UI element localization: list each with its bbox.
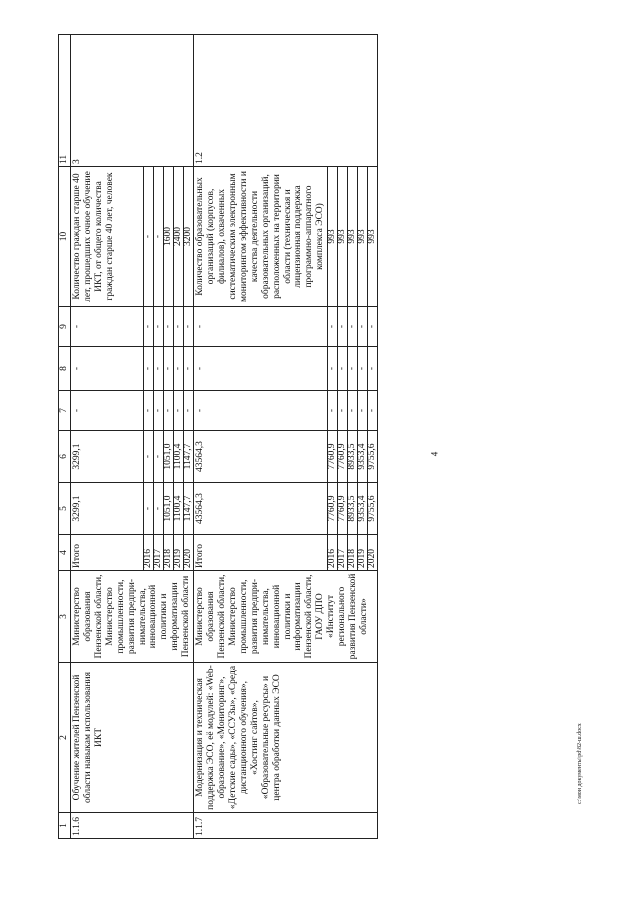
measure-title: Обучение жителей Пензенской области навыкам использования ИКТ: [71, 663, 194, 813]
measure-title: Модернизация и техническая поддержка ЭСО, её модулей: «Web-образование», «Мониторинг», «Детские сады», «ССУЗы», «Среда дистанционного обучения», «Хостинг сайтов», «Образовательные ресурсы» и центра обработки данных ЭСО: [194, 663, 378, 813]
cell: 1051,0: [164, 483, 174, 535]
executor: Министерство образования Пензенской области, Министерство промышленности, развития предпри-нимательства, инновационной политики и информатизации Пензенской области: [71, 571, 194, 663]
cell: 3200: [184, 167, 194, 307]
row-number: 1.1.6: [71, 813, 194, 839]
cell: 2400: [174, 167, 184, 307]
header-cell: 4: [59, 535, 71, 571]
cell: 43564,3: [194, 483, 328, 535]
cell: -: [358, 347, 368, 391]
cell: -: [164, 347, 174, 391]
cell: -: [328, 347, 338, 391]
table-row: [194, 35, 328, 839]
cell: 7760,9: [328, 431, 338, 483]
total-label: Итого: [71, 535, 144, 571]
cell: -: [144, 431, 154, 483]
cell: -: [144, 391, 154, 431]
cell: 9755,6: [368, 431, 378, 483]
cell: -: [71, 307, 144, 347]
cell: -: [144, 167, 154, 307]
cell: -: [164, 307, 174, 347]
cell: -: [154, 431, 164, 483]
cell: -: [144, 483, 154, 535]
cell: 1100,4: [174, 483, 184, 535]
cell: 8933,5: [348, 431, 358, 483]
cell: -: [174, 347, 184, 391]
rotated-table-sheet: [58, 35, 586, 839]
cell: -: [368, 307, 378, 347]
header-cell: 10: [59, 167, 71, 307]
year-cell: 2017: [338, 535, 348, 571]
cell: -: [144, 347, 154, 391]
cell: -: [144, 307, 154, 347]
cell: -: [358, 307, 368, 347]
cell: 993: [368, 167, 378, 307]
cell: 1147,7: [184, 431, 194, 483]
header-cell: 5: [59, 483, 71, 535]
cell: -: [71, 347, 144, 391]
cell: 1051,0: [164, 431, 174, 483]
header-cell: 11: [59, 35, 71, 167]
cell: 7760,9: [338, 431, 348, 483]
total-label: Итого: [194, 535, 328, 571]
row-number: 1.1.7: [194, 813, 378, 839]
cell: -: [348, 307, 358, 347]
cell: -: [154, 347, 164, 391]
footer-path: c:\мои документы\pd\82-ш.docx: [577, 723, 583, 804]
cell: 1100,4: [174, 431, 184, 483]
program-table: [58, 34, 378, 839]
cell: -: [154, 483, 164, 535]
year-cell: 2017: [154, 535, 164, 571]
cell: -: [164, 391, 174, 431]
year-cell: 2019: [358, 535, 368, 571]
cell: 7760,9: [338, 483, 348, 535]
cell: -: [154, 307, 164, 347]
cell: 993: [358, 167, 368, 307]
year-cell: 2019: [174, 535, 184, 571]
cell: -: [338, 307, 348, 347]
cell: 8933,5: [348, 483, 358, 535]
cell: -: [184, 307, 194, 347]
cell: 3299,1: [71, 483, 144, 535]
year-cell: 2016: [328, 535, 338, 571]
cell: 7760,9: [328, 483, 338, 535]
cell: 993: [348, 167, 358, 307]
header-cell: 2: [59, 663, 71, 813]
cell: 9353,4: [358, 483, 368, 535]
col11-value: 1.2: [194, 35, 378, 167]
cell: -: [358, 391, 368, 431]
cell: -: [194, 347, 328, 391]
cell: -: [368, 391, 378, 431]
cell: -: [184, 347, 194, 391]
cell: -: [174, 307, 184, 347]
year-cell: 2020: [368, 535, 378, 571]
cell: 43564,3: [194, 431, 328, 483]
table-row: [71, 35, 144, 839]
cell: -: [328, 391, 338, 431]
col11-value: 3: [71, 35, 194, 167]
cell: -: [174, 391, 184, 431]
page-number: 4: [429, 451, 440, 457]
cell: 3299,1: [71, 431, 144, 483]
cell: -: [154, 391, 164, 431]
year-cell: 2016: [144, 535, 154, 571]
cell: -: [348, 347, 358, 391]
header-row: [59, 35, 71, 839]
header-cell: 1: [59, 813, 71, 839]
year-cell: 2018: [348, 535, 358, 571]
cell: -: [338, 391, 348, 431]
cell: 1600: [164, 167, 174, 307]
cell: 9755,6: [368, 483, 378, 535]
indicator: Количество образовательных организаций (корпусов, филиалов), охваченных систематическим электронным мониторингом эффективности и качества деятельности образовательных организаций, расположенных на территории области (техническая и лицензионная поддержка программно-аппаратного комплекса ЭСО): [194, 167, 328, 307]
cell: -: [184, 391, 194, 431]
cell: 9353,4: [358, 431, 368, 483]
cell: -: [154, 167, 164, 307]
header-cell: 7: [59, 391, 71, 431]
year-cell: 2020: [184, 535, 194, 571]
cell: -: [328, 307, 338, 347]
cell: -: [194, 391, 328, 431]
indicator: Количество граждан старше 40 лет, прошедших очное обучение ИКТ, от общего количества граждан старше 40 лет, человек: [71, 167, 144, 307]
cell: 993: [328, 167, 338, 307]
year-cell: 2018: [164, 535, 174, 571]
header-cell: 9: [59, 307, 71, 347]
header-cell: 6: [59, 431, 71, 483]
header-cell: 8: [59, 347, 71, 391]
cell: 1147,7: [184, 483, 194, 535]
cell: 993: [338, 167, 348, 307]
cell: -: [71, 391, 144, 431]
header-cell: 3: [59, 571, 71, 663]
cell: -: [348, 391, 358, 431]
cell: -: [368, 347, 378, 391]
executor: Министерство образования Пензенской области, Министерство промышленности, развития предпри-нимательства, инновационной политики и информатизации Пензенской области, ГАОУ ДПО «Институт регионального развития Пензенской области»: [194, 571, 378, 663]
cell: -: [338, 347, 348, 391]
cell: -: [194, 307, 328, 347]
